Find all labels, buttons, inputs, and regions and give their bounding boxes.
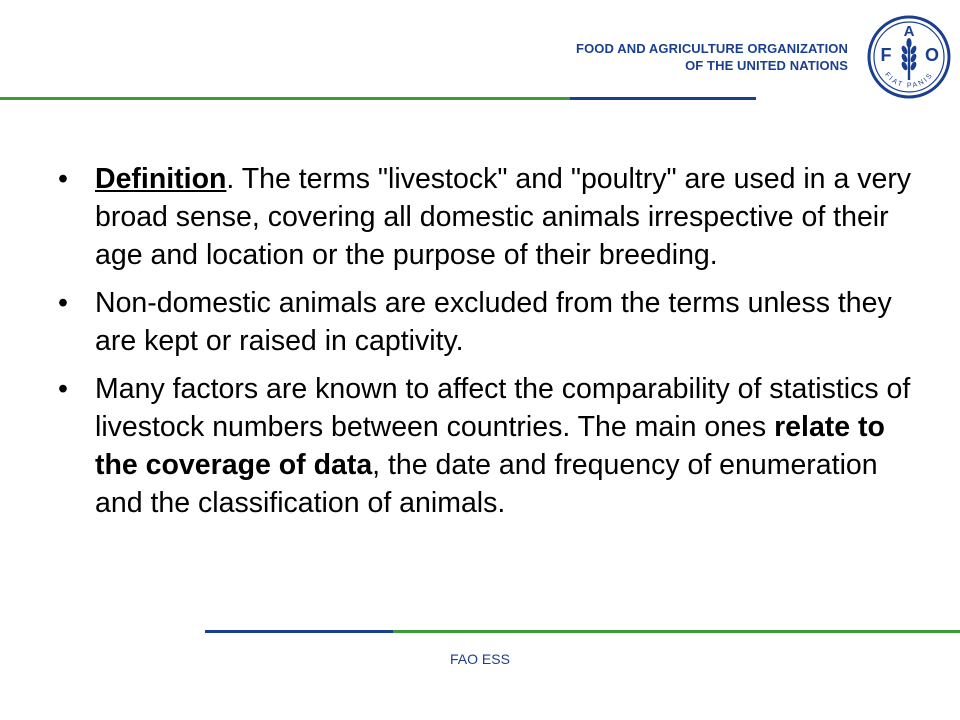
non-domestic-text: Non-domestic animals are excluded from the terms unless they are kept or raised in captivity.	[95, 287, 892, 357]
header-divider-blue	[570, 97, 756, 100]
footer-divider-blue	[205, 630, 393, 633]
bullet-comparability	[58, 370, 918, 522]
bullet-marker: •	[58, 373, 68, 405]
fao-logo-icon	[866, 14, 952, 100]
logo-letter-a: A	[903, 23, 915, 40]
definition-text: . The terms "livestock" and "poultry" are used in a very broad sense, covering all domestic animals irrespective of their age and location or the purpose of their breeding.	[95, 163, 912, 271]
org-name-line1: FOOD AND AGRICULTURE ORGANIZATION	[576, 41, 848, 56]
slide-body	[58, 160, 918, 532]
bullet-non-domestic	[58, 284, 918, 360]
footer-divider-green	[393, 630, 960, 633]
bullet-marker: •	[58, 163, 68, 195]
bullet-definition	[58, 160, 918, 274]
comparability-text-before: Many factors are known to affect the comparability of statistics of livestock numbers between countries. The main ones	[95, 373, 911, 443]
org-name-line2: OF THE UNITED NATIONS	[685, 58, 848, 73]
bullet-marker: •	[58, 287, 68, 319]
header-divider-green	[0, 97, 570, 100]
logo-motto: FIAT PANIS	[883, 71, 935, 90]
organization-name	[576, 40, 848, 74]
footer-label: FAO ESS	[450, 651, 510, 667]
definition-term: Definition	[95, 163, 227, 195]
comparability-bold: relate to the coverage of data	[95, 411, 885, 481]
comparability-text-after: , the date and frequency of enumeration and the classification of animals.	[95, 449, 878, 519]
logo-letter-o: O	[924, 45, 940, 65]
logo-letter-f: F	[880, 45, 892, 65]
